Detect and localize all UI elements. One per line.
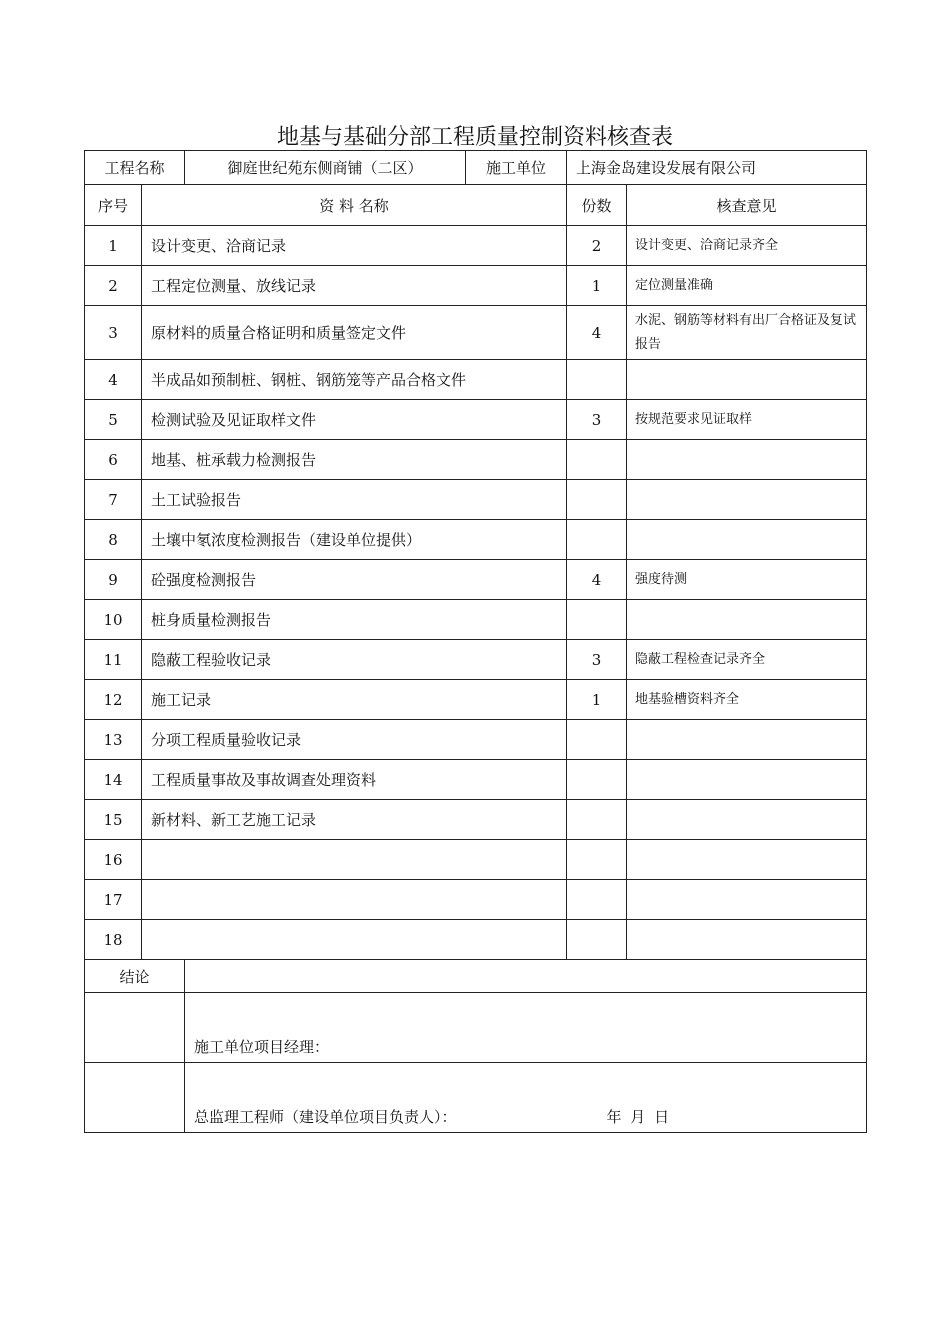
table-row [85, 360, 867, 400]
manager-signature-cell [185, 993, 867, 1063]
table-row [85, 600, 867, 640]
column-header-row [85, 185, 867, 226]
row-number: 17 [85, 880, 142, 920]
supervisor-signature-cell [185, 1063, 867, 1133]
document-name: 半成品如预制桩、钢桩、钢筋笼等产品合格文件 [142, 360, 567, 400]
copy-count: 4 [567, 306, 627, 360]
col-opinion-header: 核查意见 [627, 185, 867, 226]
manager-signature-label: 施工单位项目经理： [194, 1038, 330, 1056]
row-number: 13 [85, 720, 142, 760]
project-name-value: 御庭世纪苑东侧商铺（二区） [185, 151, 466, 185]
conclusion-value [185, 960, 867, 993]
check-opinion [627, 800, 867, 840]
row-number: 15 [85, 800, 142, 840]
copy-count [567, 360, 627, 400]
check-opinion [627, 360, 867, 400]
copy-count [567, 440, 627, 480]
table-row [85, 680, 867, 720]
copy-count [567, 920, 627, 960]
copy-count [567, 520, 627, 560]
table-row [85, 640, 867, 680]
document-name: 设计变更、洽商记录 [142, 226, 567, 266]
col-name-header: 资 料 名称 [142, 185, 567, 226]
supervisor-signature-row [85, 1063, 867, 1133]
row-number: 7 [85, 480, 142, 520]
copy-count: 2 [567, 226, 627, 266]
header-row [85, 151, 867, 185]
conclusion-row [85, 960, 867, 993]
table-row [85, 520, 867, 560]
check-opinion: 按规范要求见证取样 [627, 400, 867, 440]
table-row [85, 440, 867, 480]
copy-count [567, 840, 627, 880]
document-name: 地基、桩承载力检测报告 [142, 440, 567, 480]
table-row [85, 400, 867, 440]
table-row [85, 800, 867, 840]
table-row [85, 720, 867, 760]
row-number: 10 [85, 600, 142, 640]
copy-count [567, 720, 627, 760]
check-opinion [627, 880, 867, 920]
document-name: 原材料的质量合格证明和质量签定文件 [142, 306, 567, 360]
check-opinion: 设计变更、洽商记录齐全 [627, 226, 867, 266]
check-opinion [627, 440, 867, 480]
project-name-label: 工程名称 [85, 151, 185, 185]
document-name: 新材料、新工艺施工记录 [142, 800, 567, 840]
document-name: 分项工程质量验收记录 [142, 720, 567, 760]
row-number: 2 [85, 266, 142, 306]
table-row [85, 560, 867, 600]
copy-count: 1 [567, 266, 627, 306]
check-opinion: 地基验槽资料齐全 [627, 680, 867, 720]
document-name: 土壤中氡浓度检测报告（建设单位提供） [142, 520, 567, 560]
table-row [85, 306, 867, 360]
check-opinion [627, 760, 867, 800]
table-row [85, 880, 867, 920]
check-opinion: 强度待测 [627, 560, 867, 600]
check-opinion [627, 600, 867, 640]
copy-count [567, 880, 627, 920]
copy-count [567, 480, 627, 520]
copy-count: 3 [567, 400, 627, 440]
table-row [85, 266, 867, 306]
builder-label: 施工单位 [466, 151, 567, 185]
row-number: 1 [85, 226, 142, 266]
table-row [85, 760, 867, 800]
table-row [85, 920, 867, 960]
col-count-header: 份数 [567, 185, 627, 226]
table-row [85, 226, 867, 266]
document-name: 土工试验报告 [142, 480, 567, 520]
col-no-header: 序号 [85, 185, 142, 226]
document-name: 检测试验及见证取样文件 [142, 400, 567, 440]
document-name: 桩身质量检测报告 [142, 600, 567, 640]
document-name: 隐蔽工程验收记录 [142, 640, 567, 680]
document-name [142, 840, 567, 880]
check-opinion [627, 920, 867, 960]
check-opinion [627, 720, 867, 760]
document-name [142, 880, 567, 920]
row-number: 9 [85, 560, 142, 600]
row-number: 4 [85, 360, 142, 400]
supervisor-signature-label: 总监理工程师（建设单位项目负责人）： [194, 1108, 457, 1126]
document-name: 工程质量事故及事故调查处理资料 [142, 760, 567, 800]
row-number: 6 [85, 440, 142, 480]
copy-count: 3 [567, 640, 627, 680]
row-number: 5 [85, 400, 142, 440]
check-opinion [627, 480, 867, 520]
document-name: 砼强度检测报告 [142, 560, 567, 600]
check-opinion [627, 840, 867, 880]
row-number: 8 [85, 520, 142, 560]
row-number: 16 [85, 840, 142, 880]
check-opinion: 隐蔽工程检查记录齐全 [627, 640, 867, 680]
signature-blank [85, 1063, 185, 1133]
quality-check-table [84, 150, 867, 1133]
document-name [142, 920, 567, 960]
copy-count [567, 760, 627, 800]
copy-count [567, 800, 627, 840]
manager-signature-row [85, 993, 867, 1063]
conclusion-label: 结论 [85, 960, 185, 993]
builder-value: 上海金岛建设发展有限公司 [567, 151, 867, 185]
row-number: 18 [85, 920, 142, 960]
document-name: 工程定位测量、放线记录 [142, 266, 567, 306]
check-opinion [627, 520, 867, 560]
check-opinion: 水泥、钢筋等材料有出厂合格证及复试报告 [627, 306, 867, 360]
check-opinion: 定位测量准确 [627, 266, 867, 306]
row-number: 12 [85, 680, 142, 720]
document-name: 施工记录 [142, 680, 567, 720]
row-number: 3 [85, 306, 142, 360]
copy-count: 4 [567, 560, 627, 600]
signature-blank [85, 993, 185, 1063]
copy-count: 1 [567, 680, 627, 720]
row-number: 11 [85, 640, 142, 680]
table-row [85, 840, 867, 880]
table-row [85, 480, 867, 520]
date-label: 年 月 日 [606, 1108, 672, 1126]
copy-count [567, 600, 627, 640]
document-title: 地基与基础分部工程质量控制资料核查表 [276, 125, 673, 150]
row-number: 14 [85, 760, 142, 800]
